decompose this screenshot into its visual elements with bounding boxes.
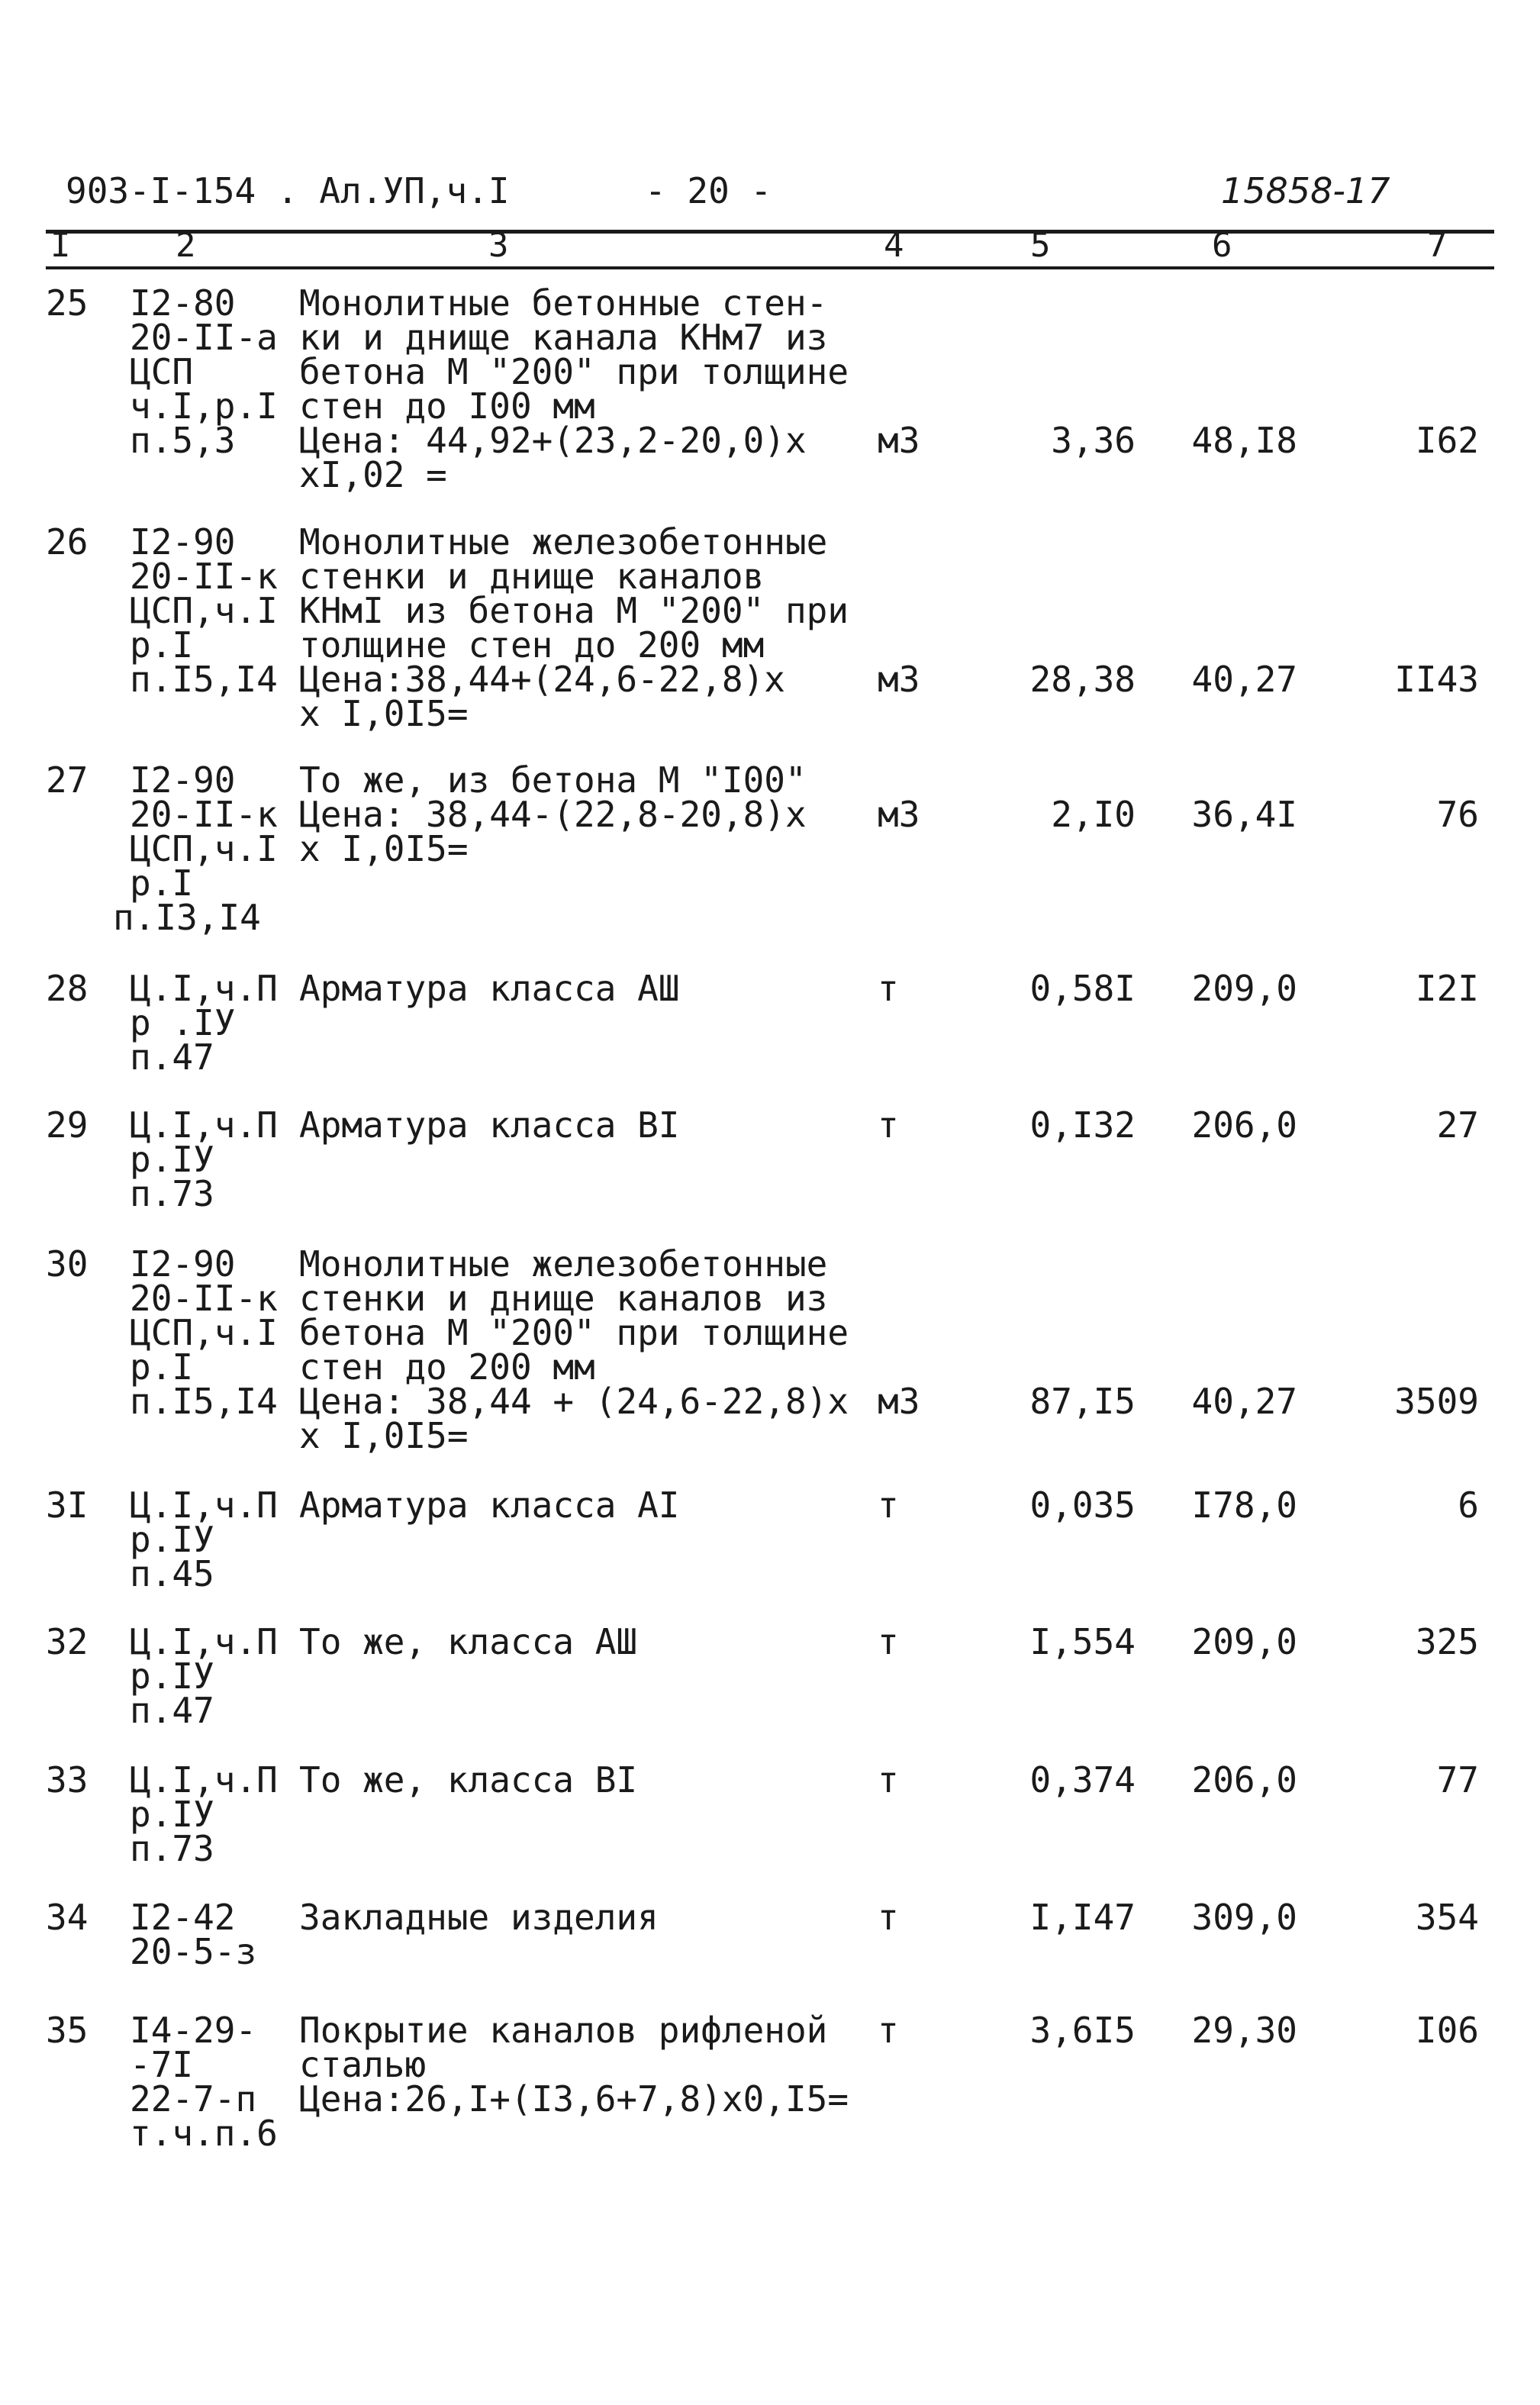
column-number-7: 7 <box>1427 226 1448 265</box>
norm-reference-line: ч.I,р.I <box>130 385 278 427</box>
norm-reference-line: р.IУ <box>130 1794 214 1835</box>
work-description-line: стен до I00 мм <box>299 385 595 427</box>
total-cost: I06 <box>1415 2010 1479 2051</box>
unit-of-measure: м3 <box>878 420 920 461</box>
norm-reference-line: 20-II-а <box>130 317 278 358</box>
unit-of-measure: м3 <box>878 794 920 835</box>
norm-reference-line: р.I <box>130 624 194 666</box>
norm-reference-line: 20-5-з <box>130 1931 257 1972</box>
work-description <box>299 1621 638 1662</box>
unit-of-measure: т <box>878 1759 899 1801</box>
work-description-line: То же, класса АШ <box>299 1621 638 1662</box>
work-description <box>299 1243 849 1456</box>
work-description-line: бетона М "200" при толщине <box>299 351 849 392</box>
row-number: 3I <box>46 1485 89 1526</box>
column-number-4: 4 <box>884 226 904 265</box>
work-description <box>299 1485 680 1526</box>
work-description-line: То же, класса ВI <box>299 1759 638 1801</box>
norm-reference-line: т.ч.п.6 <box>130 2113 278 2154</box>
document-designation: 903-I-154 . Ал.УП,ч.I <box>66 170 510 211</box>
work-description-line: Покрытие каналов рифленой <box>299 2010 828 2051</box>
work-description <box>299 2010 849 2120</box>
column-number-2: 2 <box>176 226 196 265</box>
quantity: 0,58I <box>1029 968 1136 1009</box>
norm-reference-line: I2-80 <box>130 282 236 324</box>
norm-reference-line: 20-II-к <box>130 1278 278 1319</box>
work-description-line: стенки и днище каналов из <box>299 1278 828 1319</box>
norm-reference-line: -7I <box>130 2044 194 2085</box>
norm-reference-line: п.47 <box>130 1036 214 1078</box>
total-cost: 3509 <box>1394 1381 1479 1422</box>
unit-of-measure: м3 <box>878 659 920 700</box>
column-number-3: 3 <box>488 226 509 265</box>
norm-reference <box>130 282 278 461</box>
unit-price: 40,27 <box>1191 659 1297 700</box>
work-description <box>299 1759 638 1801</box>
norm-reference-line: р .IУ <box>130 1002 236 1043</box>
norm-reference <box>130 521 278 700</box>
norm-reference <box>130 1104 278 1214</box>
norm-reference-line: Ц.I,ч.П <box>130 1621 278 1662</box>
unit-of-measure: т <box>878 1897 899 1938</box>
work-description-line: То же, из бетона М "I00" <box>299 759 807 801</box>
total-cost: II43 <box>1394 659 1479 700</box>
norm-reference-line: I2-42 <box>130 1897 236 1938</box>
row-number: 34 <box>46 1897 89 1938</box>
unit-of-measure: т <box>878 1104 899 1146</box>
work-description-line: х I,0I5= <box>299 693 469 734</box>
norm-reference-line: п.73 <box>130 1173 214 1214</box>
quantity: I,554 <box>1029 1621 1136 1662</box>
total-cost: I2I <box>1415 968 1479 1009</box>
norm-reference-line: Ц.I,ч.П <box>130 1485 278 1526</box>
norm-reference-line: п.45 <box>130 1553 214 1594</box>
norm-reference-line: 20-II-к <box>130 794 278 835</box>
norm-reference-line: Ц.I,ч.П <box>130 1759 278 1801</box>
quantity: 3,6I5 <box>1029 2010 1136 2051</box>
unit-price: 29,30 <box>1191 2010 1297 2051</box>
work-description-line: стен до 200 мм <box>299 1346 595 1388</box>
unit-of-measure: т <box>878 968 899 1009</box>
unit-price: 206,0 <box>1191 1104 1297 1146</box>
norm-reference-line: п.73 <box>130 1828 214 1869</box>
column-number-1: I <box>50 226 71 265</box>
work-description-line: Цена: 38,44 + (24,6-22,8)х <box>299 1381 849 1422</box>
unit-price: 40,27 <box>1191 1381 1297 1422</box>
total-cost: 325 <box>1415 1621 1479 1662</box>
norm-reference-line: I2-90 <box>130 521 236 563</box>
norm-reference-line: ЦСП,ч.I <box>130 1312 278 1353</box>
work-description-line: Цена: 38,44-(22,8-20,8)х <box>299 794 807 835</box>
quantity: 28,38 <box>1029 659 1136 700</box>
column-number-5: 5 <box>1030 226 1051 265</box>
quantity: 0,035 <box>1029 1485 1136 1526</box>
table-header-rule <box>46 266 1494 269</box>
work-description-line: Монолитные железобетонные <box>299 1243 828 1285</box>
work-description-line: хI,02 = <box>299 454 447 495</box>
work-description-line: Цена:38,44+(24,6-22,8)х <box>299 659 785 700</box>
norm-reference-line: п.I5,I4 <box>130 659 278 700</box>
total-cost: I62 <box>1415 420 1479 461</box>
work-description-line: Арматура класса ВI <box>299 1104 680 1146</box>
unit-price: 48,I8 <box>1191 420 1297 461</box>
norm-reference-line: р.IУ <box>130 1519 214 1560</box>
norm-reference <box>130 1759 278 1869</box>
work-description-line: Цена: 44,92+(23,2-20,0)х <box>299 420 807 461</box>
quantity: 2,I0 <box>1051 794 1136 835</box>
work-description <box>299 759 807 869</box>
work-description-line: КНмI из бетона М "200" при <box>299 590 849 631</box>
norm-reference-line: р.IУ <box>130 1655 214 1697</box>
unit-of-measure: т <box>878 1485 899 1526</box>
work-description-line: Арматура класса АI <box>299 1485 680 1526</box>
page-number: - 20 - <box>645 170 772 211</box>
total-cost: 6 <box>1458 1485 1479 1526</box>
unit-of-measure: м3 <box>878 1381 920 1422</box>
work-description-line: Монолитные бетонные стен- <box>299 282 828 324</box>
norm-reference <box>130 1897 257 1972</box>
unit-price: 209,0 <box>1191 968 1297 1009</box>
unit-price: 209,0 <box>1191 1621 1297 1662</box>
norm-reference <box>130 1243 278 1422</box>
work-description-line: Монолитные железобетонные <box>299 521 828 563</box>
row-number: 28 <box>46 968 89 1009</box>
quantity: 0,374 <box>1029 1759 1136 1801</box>
unit-price: 309,0 <box>1191 1897 1297 1938</box>
work-description-line: ки и днище канала КНм7 из <box>299 317 828 358</box>
norm-reference-line: р.I <box>130 1346 194 1388</box>
unit-price: I78,0 <box>1191 1485 1297 1526</box>
work-description-line: х I,0I5= <box>299 828 469 869</box>
work-description <box>299 1897 659 1938</box>
row-number: 29 <box>46 1104 89 1146</box>
total-cost: 354 <box>1415 1897 1479 1938</box>
work-description-line: х I,0I5= <box>299 1415 469 1456</box>
norm-reference-line: ЦСП,ч.I <box>130 828 278 869</box>
unit-of-measure: т <box>878 1621 899 1662</box>
total-cost: 76 <box>1436 794 1479 835</box>
norm-reference-line: 20-II-к <box>130 556 278 597</box>
row-number: 35 <box>46 2010 89 2051</box>
work-description-line: Арматура класса АШ <box>299 968 680 1009</box>
table-top-rule <box>46 230 1494 234</box>
quantity: I,I47 <box>1029 1897 1136 1938</box>
work-description-line: Закладные изделия <box>299 1897 659 1938</box>
unit-price: 36,4I <box>1191 794 1297 835</box>
norm-reference <box>130 1621 278 1731</box>
norm-reference-line: I2-90 <box>130 759 236 801</box>
norm-reference-line: ЦСП,ч.I <box>130 590 278 631</box>
norm-reference-line: п.47 <box>130 1690 214 1731</box>
norm-reference-line: I2-90 <box>130 1243 236 1285</box>
row-number: 32 <box>46 1621 89 1662</box>
column-number-6: 6 <box>1212 226 1232 265</box>
row-number: 33 <box>46 1759 89 1801</box>
quantity: 87,I5 <box>1029 1381 1136 1422</box>
work-description <box>299 1104 680 1146</box>
row-number: 25 <box>46 282 89 324</box>
work-description <box>299 968 680 1009</box>
unit-of-measure: т <box>878 2010 899 2051</box>
norm-reference-line: I4-29- <box>130 2010 257 2051</box>
work-description <box>299 521 849 734</box>
unit-price: 206,0 <box>1191 1759 1297 1801</box>
row-number: 27 <box>46 759 89 801</box>
norm-reference <box>130 968 278 1078</box>
norm-reference-line: ЦСП <box>130 351 194 392</box>
norm-reference-line: 22-7-п <box>130 2078 257 2120</box>
work-description-line: стенки и днище каналов <box>299 556 765 597</box>
quantity: 0,I32 <box>1029 1104 1136 1146</box>
norm-reference <box>130 1485 278 1594</box>
total-cost: 77 <box>1436 1759 1479 1801</box>
norm-reference-line: Ц.I,ч.П <box>130 968 278 1009</box>
norm-reference <box>113 759 278 938</box>
norm-reference <box>130 2010 278 2154</box>
document-code: 15858-17 <box>1221 170 1390 211</box>
work-description-line: Цена:26,I+(I3,6+7,8)х0,I5= <box>299 2078 849 2120</box>
row-number: 26 <box>46 521 89 563</box>
quantity: 3,36 <box>1051 420 1136 461</box>
total-cost: 27 <box>1436 1104 1479 1146</box>
norm-reference-line: п.I3,I4 <box>113 897 261 938</box>
norm-reference-line: п.I5,I4 <box>130 1381 278 1422</box>
work-description <box>299 282 849 495</box>
norm-reference-line: п.5,3 <box>130 420 236 461</box>
norm-reference-line: р.IУ <box>130 1139 214 1180</box>
work-description-line: бетона М "200" при толщине <box>299 1312 849 1353</box>
work-description-line: толщине стен до 200 мм <box>299 624 765 666</box>
norm-reference-line: р.I <box>130 862 194 904</box>
norm-reference-line: Ц.I,ч.П <box>130 1104 278 1146</box>
row-number: 30 <box>46 1243 89 1285</box>
work-description-line: сталью <box>299 2044 427 2085</box>
